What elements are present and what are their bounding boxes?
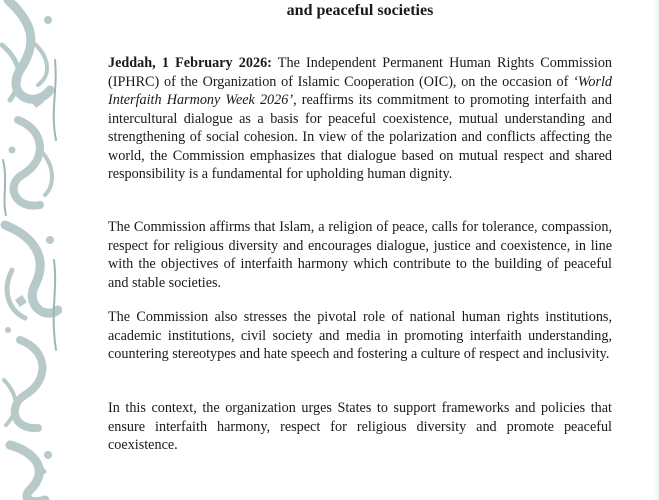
paragraph-1-text-b: , reaffirms its commitment to promoting interfaith and intercultural dialogue as a basis for peaceful coexistence, mutual understanding and strengthening of social cohesion. In view of the polarization and conflicts affecting the world, the Commission emphasizes that dialogue based on mutual respect and shared responsibility is a fundamental for upholding human dignity. — [108, 92, 612, 182]
press-release-body — [108, 0, 613, 453]
headline-last-line: and peaceful societies — [286, 2, 434, 19]
calligraphy-border-decoration — [0, 0, 62, 500]
paragraph-1-text-a: The Independent Permanent Human Rights Commission (IPHRC) of the Organization of Islamic Cooperation (OIC), on the occasion of — [108, 55, 613, 90]
dateline: Jeddah, 1 February 2026: — [108, 55, 272, 71]
right-edge-shade — [653, 0, 659, 500]
event-name: ‘World Interfaith Harmony Week 2026’ — [108, 73, 612, 108]
paragraph-1 — [108, 54, 612, 184]
paragraph-4: In this context, the organization urges States to support frameworks and policies that ensure interfaith harmony, respect for religious diversity and promote peaceful coexistence. — [108, 400, 612, 453]
paragraph-2: The Commission affirms that Islam, a religion of peace, calls for tolerance, compassion, respect for religious diversity and encourages dialogue, justice and coexistence, in line with the objectives of interfaith harmony which contribute to the building of peaceful and stable societies. — [108, 219, 612, 291]
paragraph-3: The Commission also stresses the pivotal role of national human rights institutions, academic institutions, civil society and media in promoting interfaith understanding, countering stereotypes and hate speech and fostering a culture of respect and inclusivity. — [108, 309, 612, 362]
